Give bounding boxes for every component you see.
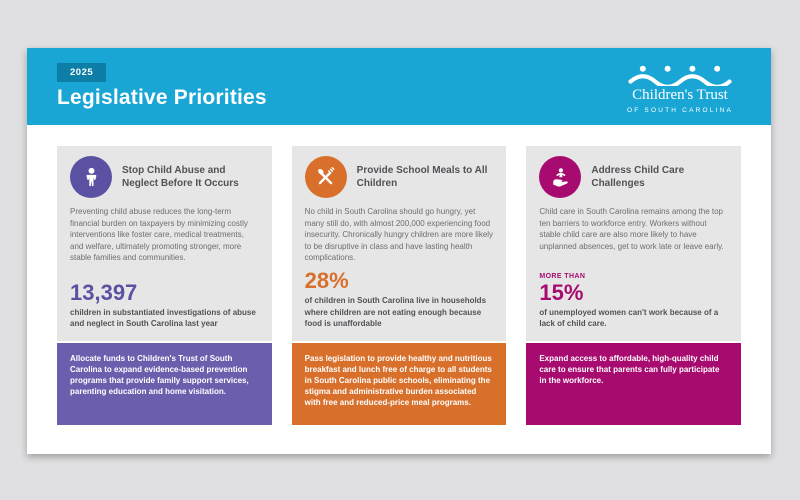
stat-caption: children in substantiated investigations of abuse and neglect in South Carolina last year bbox=[70, 307, 256, 328]
people-chain-icon bbox=[619, 63, 741, 86]
card-title: Address Child Care Challenges bbox=[591, 165, 685, 189]
stat-value: 13,397 bbox=[70, 279, 138, 305]
action-box bbox=[526, 343, 741, 425]
card-body-text: Preventing child abuse reduces the long-term financial burden on taxpayers by minimizing costly interventions like foster care, medical treatments, and welfare, ultimately promoting stronger, more stable families and communities. bbox=[70, 207, 248, 263]
stat-caption: of unemployed women can't work because of a lack of child care. bbox=[539, 307, 719, 328]
action-box bbox=[292, 343, 507, 425]
hand-holding-child-icon bbox=[539, 156, 581, 198]
logo-name: Children's Trust bbox=[632, 87, 728, 103]
stat-block bbox=[305, 269, 494, 329]
org-logo bbox=[619, 63, 741, 114]
stat-block bbox=[539, 273, 728, 329]
action-text: Pass legislation to provide healthy and nutritious breakfast and lunch free of charge to all students in South Carolina public schools, eliminating the stigma and administrative burden associated with free and reduced-price meal programs. bbox=[304, 354, 492, 408]
action-text: Expand access to affordable, high-quality child care to ensure that parents can fully participate in the workforce. bbox=[539, 354, 720, 386]
stat-prefix: MORE THAN bbox=[539, 272, 586, 280]
priority-card bbox=[526, 146, 741, 341]
column-child-care bbox=[526, 146, 741, 425]
card-header bbox=[305, 156, 494, 198]
card-title: Stop Child Abuse and Neglect Before It Occurs bbox=[122, 165, 239, 189]
logo-subtitle: OF SOUTH CAROLINA bbox=[626, 106, 734, 114]
card-header bbox=[539, 156, 728, 198]
stat-value: 28% bbox=[304, 268, 349, 294]
flyer-page bbox=[27, 48, 771, 454]
action-box bbox=[57, 343, 272, 425]
year-badge: 2025 bbox=[57, 63, 106, 82]
stat-caption: of children in South Carolina live in households where children are not eating enough because food is unaffordable bbox=[304, 296, 487, 328]
priority-card bbox=[57, 146, 272, 341]
utensils-icon bbox=[305, 156, 347, 198]
flyer-header bbox=[27, 48, 771, 125]
card-title: Provide School Meals to All Children bbox=[356, 165, 488, 189]
column-school-meals bbox=[292, 146, 507, 425]
column-stop-child-abuse bbox=[57, 146, 272, 425]
stat-block bbox=[70, 281, 259, 329]
card-body-text: No child in South Carolina should go hungry, yet many still do, with almost 200,000 experiencing food insecurity. Chronically hungry children are more likely to be disruptive in class and have lasting health complications. bbox=[304, 207, 494, 263]
action-text: Allocate funds to Children's Trust of South Carolina to expand evidence-based prevention programs that provide family support services, parenting education and home visitation. bbox=[70, 354, 249, 397]
card-body-text: Child care in South Carolina remains among the top ten barriers to workforce entry. Workers without stable child care are also more likely to have unplanned absences, get to work late or leave early. bbox=[539, 207, 724, 251]
priority-card bbox=[292, 146, 507, 341]
card-header bbox=[70, 156, 259, 198]
page-title: Legislative Priorities bbox=[57, 86, 267, 109]
stat-value: 15% bbox=[539, 279, 584, 305]
child-icon bbox=[70, 156, 112, 198]
priorities-columns bbox=[27, 125, 771, 425]
